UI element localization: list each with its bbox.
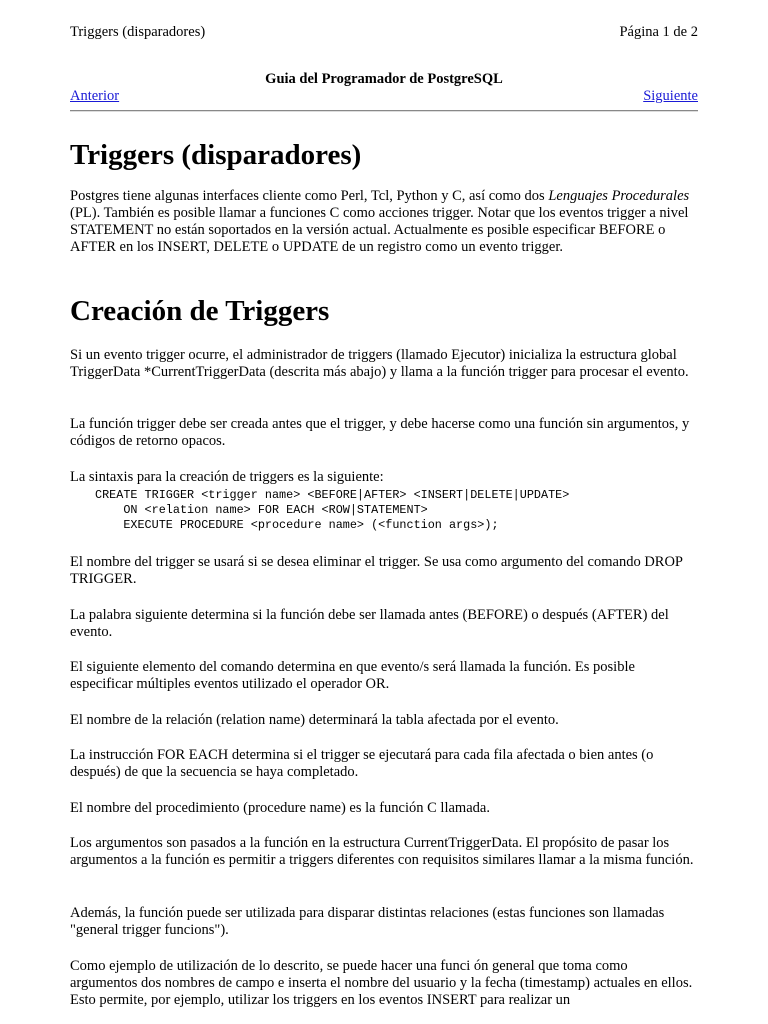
paragraph-procedure-name: El nombre del procedimiento (procedure name) es la función C llamada. <box>70 800 490 816</box>
page-title: Triggers (disparadores) <box>70 139 362 171</box>
paragraph-events: El siguiente elemento del comando determina en que evento/s será llamada la función. Es posible especificar múltiples eventos utilizado el operador OR. <box>70 659 635 692</box>
paragraph-arguments: Los argumentos son pasados a la función en la estructura CurrentTriggerData. El propósito de pasar los argumentos a la función es permitir a triggers diferentes con requisitos similares llamar a la misma función. <box>70 835 694 868</box>
running-header <box>70 24 698 41</box>
intro-emphasis: Lenguajes Procedurales <box>548 188 690 204</box>
paragraph-function-creation: La función trigger debe ser creada antes que el trigger, y debe hacerse como una función sin argumentos, y códigos de retorno opacos. <box>70 416 690 449</box>
navigation-bar <box>70 88 698 105</box>
paragraph-before-after: La palabra siguiente determina si la función debe ser llamada antes (BEFORE) o después (AFTER) del evento. <box>70 607 669 640</box>
running-header-title: Triggers (disparadores) <box>70 24 206 40</box>
intro-text-end: (PL). También es posible llamar a funciones C como acciones trigger. Notar que los eventos trigger a nivel STATEMENT no están soportados en la versión actual. Actualmente es posible especificar BEFORE o AFTER en los INSERT, DELETE o UPDATE de un registro como un evento trigger. <box>70 205 689 255</box>
intro-paragraph <box>70 188 698 256</box>
paragraph-trigger-name: El nombre del trigger se usará si se desea eliminar el trigger. Se usa como argumento del comando DROP TRIGGER. <box>70 554 683 587</box>
paragraph-relation-name: El nombre de la relación (relation name) determinará la tabla afectada por el evento. <box>70 712 559 728</box>
paragraph-example: Como ejemplo de utilización de lo descrito, se puede hacer una funci ón general que toma como argumentos dos nombres de campo e inserta el nombre del usuario y la fecha (timestamp) actuales en ellos. Esto permite, por ejemplo, utilizar los triggers en los eventos INSERT para realizar un <box>70 958 693 1008</box>
guide-title: Guia del Programador de PostgreSQL <box>265 71 503 87</box>
intro-text-start: Postgres tiene algunas interfaces cliente como Perl, Tcl, Python y C, así como dos <box>70 188 549 204</box>
paragraph-for-each: La instrucción FOR EACH determina si el trigger se ejecutará para cada fila afectada o bien antes (o después) de que la secuencia se haya completado. <box>70 747 654 780</box>
page-number: Página 1 de 2 <box>619 24 698 40</box>
syntax-code-block: CREATE TRIGGER <trigger name> <BEFORE|AFTER> <INSERT|DELETE|UPDATE> ON <relation name> FOR EACH <ROW|STATEMENT> EXECUTE PROCEDURE <procedure name> (<function args>); <box>95 488 570 532</box>
paragraph-syntax-intro: La sintaxis para la creación de triggers es la siguiente: <box>70 469 384 485</box>
paragraph-executor: Si un evento trigger ocurre, el administrador de triggers (llamado Ejecutor) inicializa la estructura global TriggerData *CurrentTriggerData (descrita más abajo) y llama a la función trigger para procesar el evento. <box>70 347 689 380</box>
section-heading: Creación de Triggers <box>70 295 330 327</box>
next-link[interactable]: Siguiente <box>643 88 698 104</box>
previous-link[interactable]: Anterior <box>70 88 120 104</box>
header-divider <box>70 110 698 112</box>
paragraph-general-functions: Además, la función puede ser utilizada para disparar distintas relaciones (estas funciones son llamadas "general trigger funcions"). <box>70 905 665 938</box>
